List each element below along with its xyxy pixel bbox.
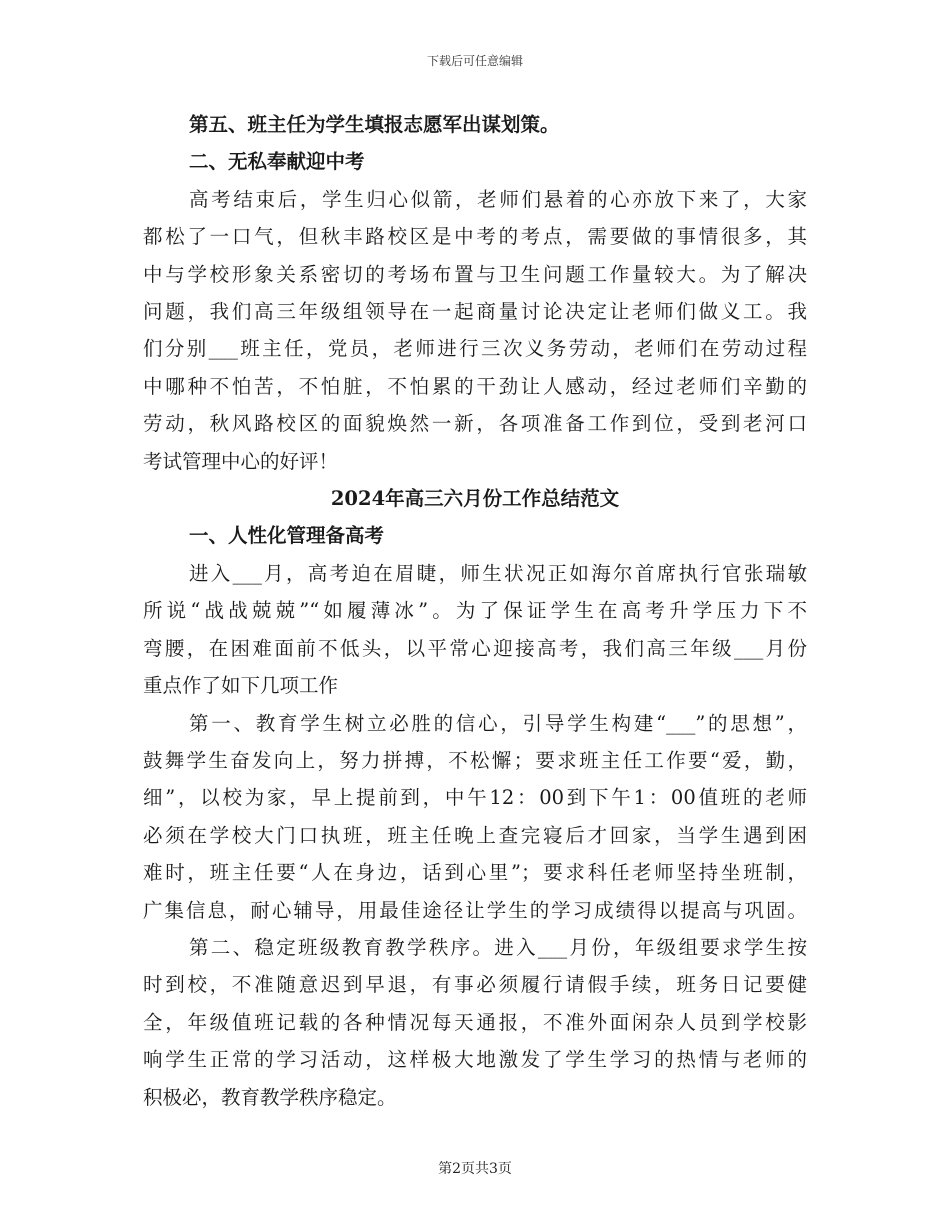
text-line: 弯腰，在困难面前不低头，以平常心迎接高考，我们高三年级___月份	[143, 636, 807, 660]
text-line: 第一、教育学生树立必胜的信心，引导学生构建“___”的思想”，	[189, 711, 807, 735]
header-note: 下载后可任意编辑	[426, 54, 523, 68]
text-line: 广集信息，耐心辅导，用最佳途径让学生的学习成绩得以提高与巩固。	[143, 898, 807, 922]
text-line: 都松了一口气，但秋丰路校区是中考的考点，需要做的事情很多，其	[143, 225, 807, 249]
page-number: 第2页共3页	[438, 1161, 512, 1177]
text-line: 必须在学校大门口执班，班主任晚上查完寝后才回家，当学生遇到困	[143, 823, 807, 847]
text-line: 考试管理中心的好评！	[143, 449, 339, 473]
text-line: 鼓舞学生奋发向上，努力拼搏，不松懈；要求班主任工作要“爱，勤，	[143, 748, 807, 772]
text-line: 第五、班主任为学生填报志愿军出谋划策。	[189, 113, 560, 136]
text-line: 一、人性化管理备高考	[189, 524, 385, 548]
text-line: 响学生正常的学习活动，这样极大地激发了学生学习的热情与老师的	[143, 1048, 807, 1072]
text-line: 劳动，秋风路校区的面貌焕然一新，各项准备工作到位，受到老河口	[143, 412, 807, 436]
text-line: 积极必，教育教学秩序稳定。	[143, 1085, 397, 1109]
text-line: 所说“战战兢兢”“如履薄冰”。为了保证学生在高考升学压力下不	[143, 599, 807, 623]
text-line: 重点作了如下几项工作	[143, 674, 339, 698]
text-line: 难时，班主任要“人在身边，话到心里”；要求科任老师坚持坐班制，	[143, 861, 807, 885]
text-line: 细”，以校为家，早上提前到，中午12：00到下午1：00值班的老师	[143, 786, 807, 810]
text-line: 进入___月，高考迫在眉睫，师生状况正如海尔首席执行官张瑞敏	[189, 561, 807, 585]
text-line: 中与学校形象关系密切的考场布置与卫生问题工作量较大。为了解决	[143, 262, 807, 286]
document-body	[143, 106, 807, 1116]
text-line: 时到校，不准随意迟到早退，有事必须履行请假手续，班务日记要健	[143, 973, 807, 997]
text-line: 问题，我们高三年级组领导在一起商量讨论决定让老师们做义工。我	[143, 300, 807, 324]
text-line: 中哪种不怕苦，不怕脏，不怕累的干劲让人感动，经过老师们辛勤的	[143, 374, 807, 398]
text-line: 第二、稳定班级教育教学秩序。进入___月份，年级组要求学生按	[189, 935, 807, 959]
text-line: 二、无私奉献迎中考	[189, 150, 365, 174]
text-line: 2024年高三六月份工作总结范文	[330, 487, 620, 511]
text-line: 们分别___班主任，党员，老师进行三次义务劳动，老师们在劳动过程	[143, 337, 807, 361]
text-line: 全，年级值班记载的各种情况每天通报，不准外面闲杂人员到学校影	[143, 1010, 807, 1034]
text-line: 高考结束后，学生归心似箭，老师们悬着的心亦放下来了，大家	[189, 187, 807, 211]
